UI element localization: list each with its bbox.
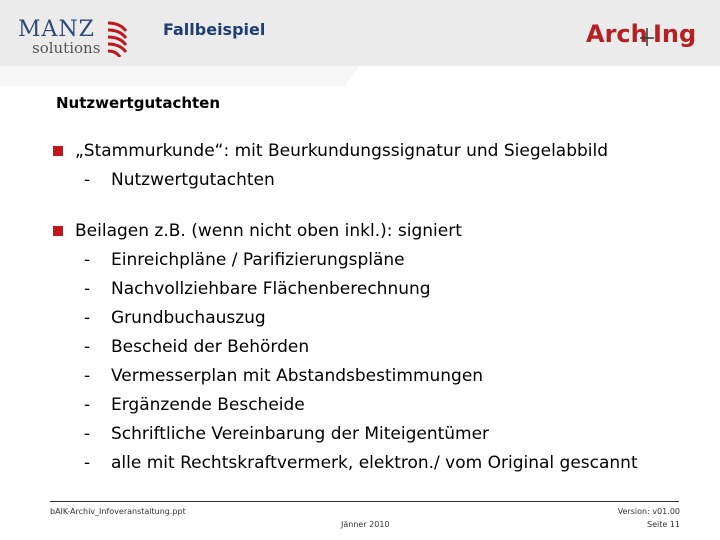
- bullet-text: „Stammurkunde“: mit Beurkundungssignatur und Siegelabbild: [75, 141, 609, 161]
- subitem-text: Bescheid der Behörden: [111, 337, 310, 357]
- dash-icon: -: [84, 453, 91, 473]
- arch-ing-logo: [586, 20, 704, 54]
- dash-icon: -: [84, 170, 91, 190]
- subitem-text: Schriftliche Vereinbarung der Miteigentümer: [111, 424, 490, 444]
- footer-date: Jänner 2010: [341, 520, 390, 529]
- header-divider-stripe: [0, 66, 720, 86]
- footer-page-number: Seite 11: [646, 520, 680, 529]
- bullet-list: [51, 140, 711, 481]
- subitem-text: alle mit Rechtskraftvermerk, elektron./ vom Original gescannt: [111, 453, 638, 473]
- manz-solutions-logo: [14, 15, 132, 59]
- bullet-item: [51, 140, 711, 198]
- manz-logo-mark-icon: [106, 17, 130, 57]
- footer-version-page: [560, 505, 680, 531]
- dash-icon: -: [84, 308, 91, 328]
- subitem-text: Nachvollziehbare Flächenberechnung: [111, 279, 431, 299]
- bullet-text: Beilagen z.B. (wenn nicht oben inkl.): signiert: [75, 221, 462, 241]
- header-title: Fallbeispiel: [163, 20, 266, 39]
- dash-icon: -: [84, 424, 91, 444]
- subitem-text: Grundbuchauszug: [111, 308, 266, 328]
- bullet-square-icon: [53, 146, 63, 156]
- subitem-text: Nutzwertgutachten: [111, 170, 275, 190]
- bullet-item: [51, 220, 711, 481]
- dash-icon: -: [84, 279, 91, 299]
- subitem-text: Ergänzende Bescheide: [111, 395, 305, 415]
- slide-header: [0, 0, 720, 66]
- manz-logo-subtitle: solutions: [32, 39, 101, 57]
- dash-icon: -: [84, 395, 91, 415]
- footer-filename: bAIK-Archiv_Infoveranstaltung.ppt: [50, 507, 186, 516]
- arch-logo-left-text: Arch: [586, 20, 648, 48]
- footer-version: Version: v01.00: [617, 507, 680, 516]
- subitem-text: Einreichpläne / Parifizierungspläne: [111, 250, 405, 270]
- arch-logo-right-text: Ing: [653, 20, 697, 48]
- dash-icon: -: [84, 337, 91, 357]
- dash-icon: -: [84, 366, 91, 386]
- section-title: Nutzwertgutachten: [56, 94, 221, 112]
- subitem-text: Vermesserplan mit Abstandsbestimmungen: [111, 366, 484, 386]
- footer-divider: [50, 501, 679, 502]
- dash-icon: -: [84, 250, 91, 270]
- arch-logo-plus-icon: [640, 26, 654, 46]
- bullet-square-icon: [53, 226, 63, 236]
- manz-logo-name: MANZ: [18, 17, 95, 42]
